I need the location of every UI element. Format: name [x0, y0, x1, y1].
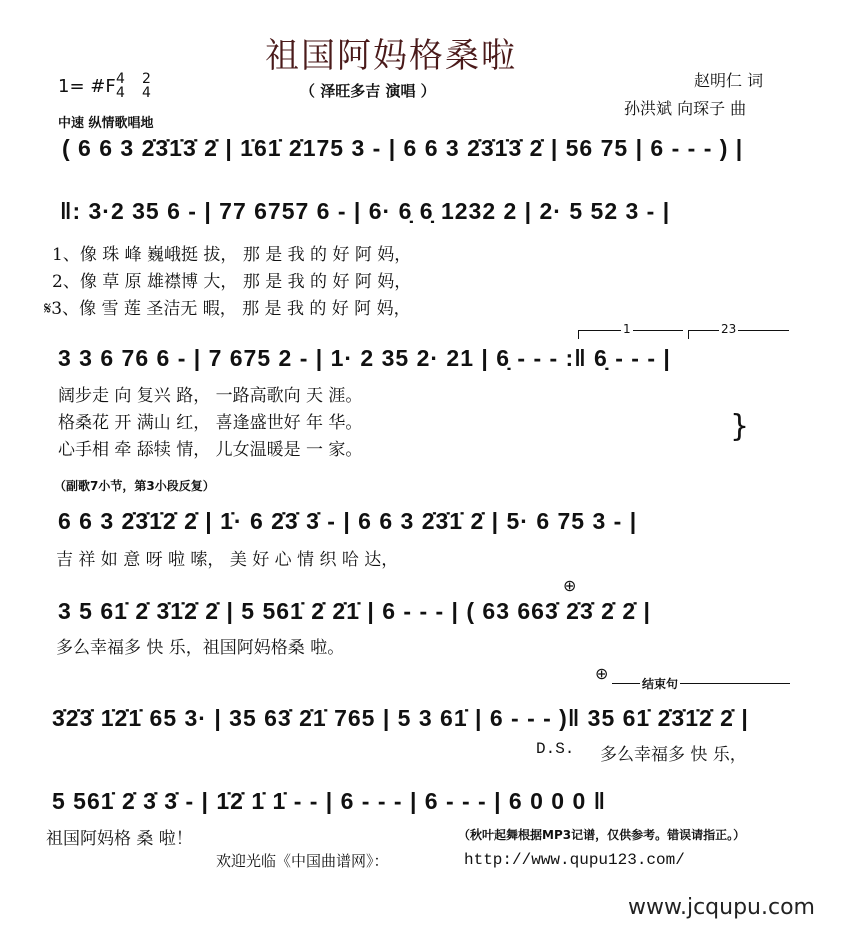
- composer: 孙洪斌 向琛子 曲: [624, 99, 747, 118]
- notation-row-4: 6 6 3 2̇3̇1̇2̇ 2̇ | 1̇· 6 2̇3̇ 3̇ - | 6 6 3 2̇3̇1̇ 2̇ | 5· 6 75 3 - |: [58, 508, 638, 534]
- song-title: 祖国阿妈格桑啦: [265, 36, 517, 76]
- volta-bracket-2: 23: [688, 330, 789, 339]
- coda-icon: ⊕: [563, 576, 577, 595]
- notation-row-1: ( 6 6 3 2̇3̇1̇3̇ 2̇ | 1̇61̇ 2̇175 3 - | 6 6 3 2̇3̇1̇3̇ 2̇ | 56 75 | 6 - - - ) |: [62, 135, 744, 161]
- time-signature-2: 2 4: [142, 71, 151, 101]
- lyricist: 赵明仁 词: [694, 71, 764, 90]
- transcription-note: （秋叶起舞根据MP3记谱，仅供参考。错误请指正。）: [458, 828, 746, 842]
- lyric-row-3-verse-3: 心手相 牵 舔犊 情， 儿女温暖是 一 家。: [58, 440, 363, 460]
- coda-label: 结束句: [642, 677, 679, 691]
- lyric-row-7: 祖国阿妈格 桑 啦！: [46, 829, 193, 849]
- performer: （ 泽旺多吉 演唱 ）: [300, 82, 436, 100]
- key-label: 1= #F: [58, 76, 116, 97]
- notation-row-6: 3̇2̇3̇ 1̇2̇1̇ 65 3· | 35 63̇ 2̇1̇ 765 | 5 3 61̇ | 6 - - - )‖ 35 61̇ 2̇3̇1̇2̇ 2̇ |: [52, 705, 749, 731]
- welcome-text: 欢迎光临《中国曲谱网》：: [216, 852, 389, 870]
- tempo-marking: 中速 纵情歌唱地: [58, 116, 154, 131]
- lyric-row-2-verse-2: 2、像 草 原 雄襟博 大， 那 是 我 的 好 阿 妈，: [52, 272, 412, 292]
- notation-row-5: 3 5 61̇ 2̇ 3̇1̇2̇ 2̇ | 5 561̇ 2̇ 2̇1̇ | 6 - - - | ( 63 663̇ 2̇3̇ 2̇ 2̇ |: [58, 598, 651, 624]
- notation-row-7: 5 561̇ 2̇ 3̇ 3̇ - | 1̇2̇ 1̇ 1̇ - - | 6 - - - | 6 - - - | 6 0 0 0 ‖: [52, 788, 607, 814]
- watermark: www.jcqupu.com: [628, 895, 815, 920]
- notation-row-2: ‖: 3·2 35 6 - | 77 6757 6 - | 6· 6̣ 6̣ 1232 2 | 2· 5 52 3 - |: [60, 198, 671, 224]
- notation-row-3: 3 3 6 76 6 - | 7 675 2 - | 1· 2 35 2· 21 | 6̣ - - - :‖ 6̣ - - - |: [58, 345, 671, 371]
- coda-icon-2: ⊕: [595, 664, 609, 683]
- chorus-annotation: （副歌7小节，第3小段反复）: [54, 479, 215, 493]
- ds-marking: D.S.: [536, 740, 575, 758]
- coda-line: [612, 683, 790, 684]
- lyric-row-3-verse-1: 阔步走 向 复兴 路， 一路高歌向 天 涯。: [58, 386, 363, 406]
- lyric-row-2-verse-3: 𝄋3、像 雪 莲 圣洁无 暇， 那 是 我 的 好 阿 妈，: [44, 299, 411, 319]
- site-url-link[interactable]: http://www.qupu123.com/: [464, 851, 685, 869]
- time-signature-1: 4 4: [116, 71, 125, 101]
- lyric-row-5: 多么幸福多 快 乐，祖国阿妈格桑 啦。: [56, 638, 345, 658]
- key-signature: [58, 76, 116, 97]
- lyric-row-2-verse-1: 1、像 珠 峰 巍峨挺 拔， 那 是 我 的 好 阿 妈，: [52, 245, 412, 265]
- brace-icon: }: [730, 409, 750, 444]
- lyric-row-3-verse-2: 格桑花 开 满山 红， 喜逢盛世好 年 华。: [58, 413, 363, 433]
- lyric-row-6: 多么幸福多 快 乐，: [600, 745, 747, 765]
- volta-bracket-1: 1: [578, 330, 683, 339]
- lyric-row-4: 吉 祥 如 意 呀 啦 嗦， 美 好 心 情 织 哈 达，: [56, 550, 399, 570]
